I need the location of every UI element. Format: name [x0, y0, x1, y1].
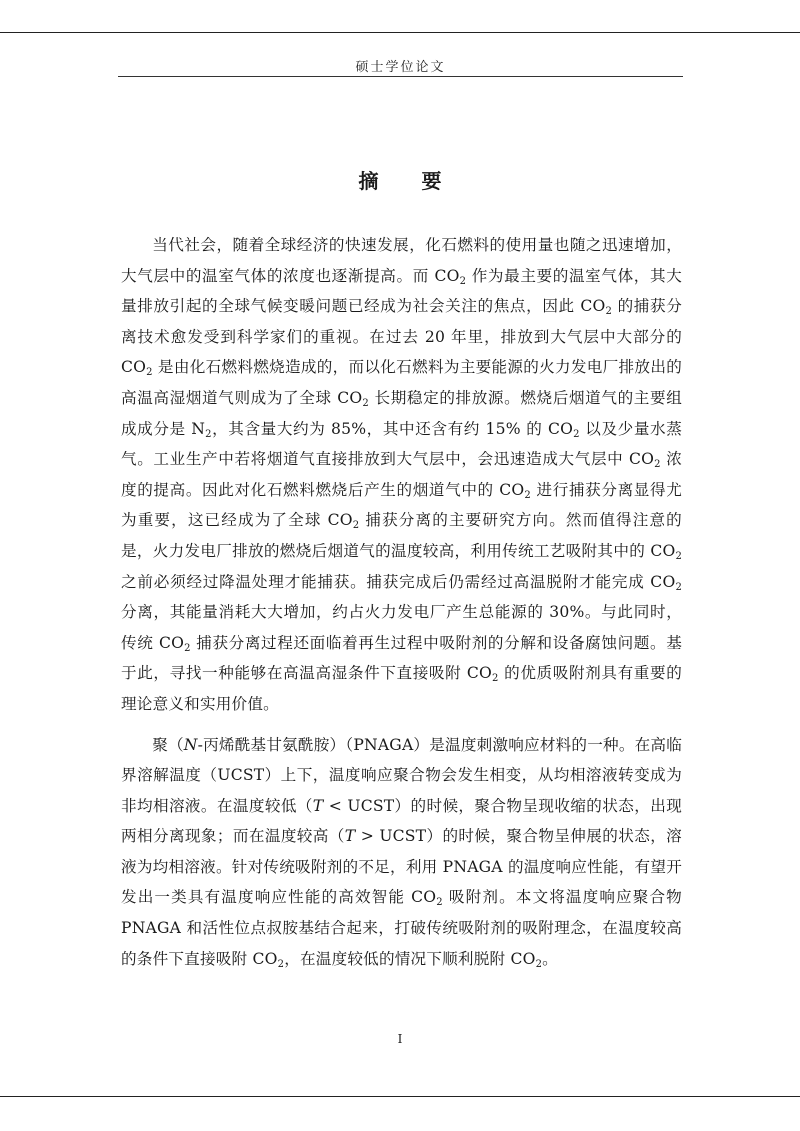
page-top-border — [0, 32, 800, 33]
subscript: 2 — [362, 397, 369, 409]
subscript: 2 — [436, 897, 443, 909]
subscript: 2 — [605, 306, 613, 318]
subscript: 2 — [524, 489, 531, 501]
subscript: 2 — [205, 428, 212, 440]
subscript: 2 — [459, 275, 467, 287]
italic-symbol: T — [312, 796, 324, 815]
subscript: 2 — [573, 428, 580, 440]
abstract-body — [121, 230, 682, 974]
subscript: 2 — [675, 581, 682, 593]
page-number: I — [397, 1032, 403, 1046]
header-rule — [118, 76, 683, 77]
italic-symbol: T — [344, 827, 356, 846]
running-header-title: 硕士学位论文 — [355, 60, 446, 75]
abstract-heading: 摘 要 — [358, 169, 460, 193]
subscript: 2 — [535, 958, 543, 970]
subscript: 2 — [146, 367, 153, 379]
subscript: 2 — [277, 958, 285, 970]
subscript: 2 — [184, 642, 191, 654]
italic-symbol: N — [183, 735, 198, 754]
subscript: 2 — [492, 673, 499, 685]
page-bottom-border — [0, 1096, 800, 1097]
subscript: 2 — [675, 550, 682, 562]
abstract-paragraph-2: 聚（N-丙烯酰基甘氨酰胺）（PNAGA）是温度刺激响应材料的一种。在高临界溶解温度（UCST）上下，温度响应聚合物会发生相变，从均相溶液转变成为非均相溶液。在温度较低（T < UCST）的时候，聚合物呈现收缩的状态，出现两相分离现象；而在温度较高（T > UCST）的时候，聚合物呈伸展的状态，溶液为均相溶液。针对传统吸附剂的不足，利用 PNAGA 的温度响应性能，有望开发出一类具有温度响应性能的高效智能 $CO_2$ 吸附剂。本文将温度响应聚合物 PNAGA 和活性位点叔胺基结合起来，打破传统吸附剂的吸附理念，在温度较高的条件下直接吸附 $CO_2$，在温度较低的情况下顺利脱附 $CO_2$。 — [121, 735, 683, 970]
subscript: 2 — [654, 459, 661, 471]
subscript: 2 — [352, 520, 360, 532]
abstract-paragraph-1: 当代社会，随着全球经济的快速发展，化石燃料的使用量也随之迅速增加，大气层中的温室气体的浓度也逐渐提高。而 $CO_2$ 作为最主要的温室气体，其大量排放引起的全球气候变暖问题已经成为社会关注的焦点，因此 $CO_2$ 的捕获分离技术愈发受到科学家们的重视。在过去 20 年里，排放到大气层中大部分的 $CO_2$ 是由化石燃料燃烧造成的，而以化石燃料为主要能源的火力发电厂排放出的高温高湿烟道气则成为了全球 $CO_2$ 长期稳定的排放源。燃烧后烟道气的主要组成成分是 $N_2$，其含量大约为 85%，其中还含有约 15% 的 $CO_2$ 以及少量水蒸气。工业生产中若将烟道气直接排放到大气层中，会迅速造成大气层中 $CO_2$ 浓度的提高。因此对化石燃料燃烧后产生的烟道气中的 $CO_2$ 进行捕获分离显得尤为重要，这已经成为了全球 $CO_2$ 捕获分离的主要研究方向。然而值得注意的是，火力发电厂排放的燃烧后烟道气的温度较高，利用传统工艺吸附其中的 $CO_2$ 之前必须经过降温处理才能捕获。捕获完成后仍需经过高温脱附才能完成 $CO_2$ 分离，其能量消耗大大增加，约占火力发电厂产生总能源的 30%。与此同时，传统 $CO_2$ 捕获分离过程还面临着再生过程中吸附剂的分解和设备腐蚀问题。基于此，寻找一种能够在高温高湿条件下直接吸附 $CO_2$ 的优质吸附剂具有重要的理论意义和实用价值。 — [121, 236, 682, 713]
